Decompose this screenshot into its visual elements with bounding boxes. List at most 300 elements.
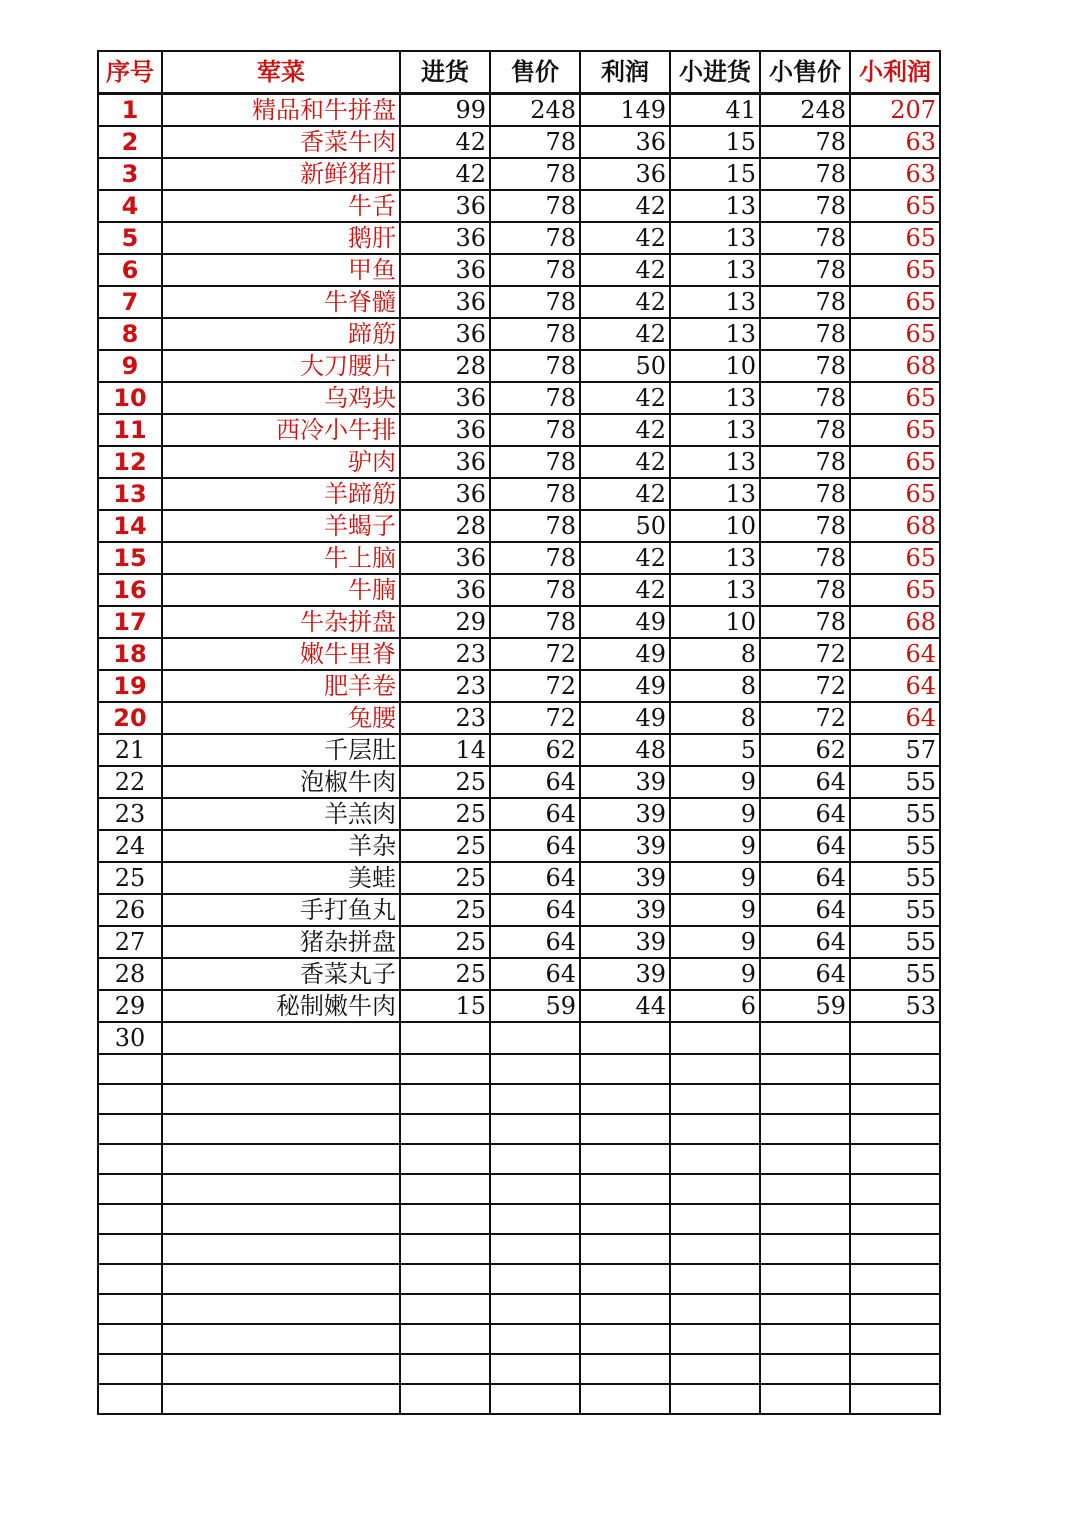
table-row (98, 286, 940, 318)
price-cell (490, 1234, 580, 1264)
dish-name-cell: 肥羊卷 (162, 670, 400, 702)
small-cost-cell: 9 (670, 766, 760, 798)
profit-cell: 39 (580, 766, 670, 798)
purchase-cost-cell (400, 1264, 490, 1294)
purchase-cost-cell: 25 (400, 830, 490, 862)
small-price-cell (760, 1084, 850, 1114)
header-dish: 荤菜 (162, 51, 400, 94)
small-cost-cell: 13 (670, 446, 760, 478)
dish-name-cell: 羊蹄筋 (162, 478, 400, 510)
small-cost-cell (670, 1174, 760, 1204)
small-price-cell (760, 1204, 850, 1234)
small-profit-cell: 64 (850, 670, 940, 702)
small-profit-cell: 65 (850, 574, 940, 606)
small-profit-cell: 55 (850, 862, 940, 894)
purchase-cost-cell (400, 1204, 490, 1234)
small-cost-cell: 9 (670, 830, 760, 862)
small-profit-cell: 65 (850, 382, 940, 414)
table-row (98, 766, 940, 798)
profit-cell (580, 1204, 670, 1234)
profit-cell: 36 (580, 158, 670, 190)
price-cell: 64 (490, 766, 580, 798)
table-row (98, 94, 940, 127)
price-cell (490, 1324, 580, 1354)
small-profit-cell: 55 (850, 926, 940, 958)
row-index-cell: 2 (98, 126, 162, 158)
table-row (98, 446, 940, 478)
small-profit-cell (850, 1324, 940, 1354)
profit-cell: 49 (580, 702, 670, 734)
small-price-cell: 72 (760, 638, 850, 670)
purchase-cost-cell (400, 1022, 490, 1054)
table-row (98, 1204, 940, 1234)
price-cell: 78 (490, 478, 580, 510)
small-cost-cell: 8 (670, 702, 760, 734)
profit-cell: 39 (580, 862, 670, 894)
table-row (98, 1084, 940, 1114)
purchase-cost-cell: 42 (400, 126, 490, 158)
small-cost-cell: 13 (670, 382, 760, 414)
dish-name-cell (162, 1054, 400, 1084)
small-price-cell: 78 (760, 414, 850, 446)
small-cost-cell: 10 (670, 606, 760, 638)
small-cost-cell: 8 (670, 670, 760, 702)
row-index-cell: 15 (98, 542, 162, 574)
price-cell (490, 1384, 580, 1414)
table-row (98, 830, 940, 862)
small-profit-cell: 65 (850, 254, 940, 286)
price-cell: 64 (490, 926, 580, 958)
purchase-cost-cell: 36 (400, 542, 490, 574)
table-row (98, 606, 940, 638)
price-cell (490, 1144, 580, 1174)
small-price-cell (760, 1022, 850, 1054)
row-index-cell: 28 (98, 958, 162, 990)
purchase-cost-cell (400, 1354, 490, 1384)
small-price-cell (760, 1294, 850, 1324)
profit-cell: 149 (580, 94, 670, 127)
dish-name-cell: 羊杂 (162, 830, 400, 862)
small-profit-cell: 63 (850, 158, 940, 190)
row-index-cell: 13 (98, 478, 162, 510)
small-price-cell (760, 1384, 850, 1414)
price-cell (490, 1022, 580, 1054)
table-row (98, 510, 940, 542)
small-price-cell: 78 (760, 126, 850, 158)
price-cell: 64 (490, 830, 580, 862)
small-profit-cell: 55 (850, 798, 940, 830)
profit-cell: 42 (580, 414, 670, 446)
price-cell: 78 (490, 606, 580, 638)
profit-cell: 48 (580, 734, 670, 766)
price-cell: 64 (490, 798, 580, 830)
header-row (98, 51, 940, 94)
profit-cell: 42 (580, 190, 670, 222)
profit-cell: 39 (580, 798, 670, 830)
row-index-cell: 9 (98, 350, 162, 382)
purchase-cost-cell (400, 1384, 490, 1414)
price-cell: 78 (490, 382, 580, 414)
dish-name-cell: 羊蝎子 (162, 510, 400, 542)
purchase-cost-cell: 23 (400, 702, 490, 734)
profit-cell: 49 (580, 638, 670, 670)
row-index-cell (98, 1084, 162, 1114)
purchase-cost-cell: 28 (400, 510, 490, 542)
price-cell: 64 (490, 862, 580, 894)
price-cell (490, 1084, 580, 1114)
row-index-cell: 30 (98, 1022, 162, 1054)
row-index-cell: 11 (98, 414, 162, 446)
purchase-cost-cell: 36 (400, 286, 490, 318)
small-price-cell: 64 (760, 766, 850, 798)
purchase-cost-cell: 36 (400, 190, 490, 222)
price-cell: 78 (490, 510, 580, 542)
row-index-cell (98, 1234, 162, 1264)
small-profit-cell (850, 1054, 940, 1084)
small-cost-cell: 9 (670, 798, 760, 830)
table-row (98, 1384, 940, 1414)
small-profit-cell: 65 (850, 414, 940, 446)
table-row (98, 862, 940, 894)
purchase-cost-cell (400, 1234, 490, 1264)
dish-name-cell: 牛脊髓 (162, 286, 400, 318)
purchase-cost-cell: 14 (400, 734, 490, 766)
price-cell (490, 1054, 580, 1084)
row-index-cell: 3 (98, 158, 162, 190)
row-index-cell (98, 1354, 162, 1384)
profit-cell (580, 1144, 670, 1174)
price-cell: 78 (490, 350, 580, 382)
small-cost-cell: 9 (670, 958, 760, 990)
small-profit-cell: 65 (850, 222, 940, 254)
row-index-cell: 5 (98, 222, 162, 254)
table-row (98, 254, 940, 286)
small-cost-cell: 13 (670, 414, 760, 446)
small-profit-cell (850, 1234, 940, 1264)
small-price-cell: 78 (760, 286, 850, 318)
row-index-cell: 25 (98, 862, 162, 894)
small-cost-cell (670, 1144, 760, 1174)
profit-cell: 49 (580, 606, 670, 638)
price-cell (490, 1174, 580, 1204)
small-profit-cell: 64 (850, 702, 940, 734)
small-price-cell (760, 1324, 850, 1354)
table-row (98, 318, 940, 350)
price-cell: 62 (490, 734, 580, 766)
small-cost-cell: 6 (670, 990, 760, 1022)
small-cost-cell: 13 (670, 574, 760, 606)
purchase-cost-cell: 36 (400, 574, 490, 606)
small-profit-cell (850, 1174, 940, 1204)
row-index-cell (98, 1114, 162, 1144)
table-row (98, 1354, 940, 1384)
purchase-cost-cell (400, 1054, 490, 1084)
purchase-cost-cell: 25 (400, 798, 490, 830)
small-price-cell: 78 (760, 318, 850, 350)
small-cost-cell: 13 (670, 318, 760, 350)
small-profit-cell: 65 (850, 478, 940, 510)
profit-cell (580, 1384, 670, 1414)
header-small-profit: 小利润 (850, 51, 940, 94)
small-profit-cell: 65 (850, 446, 940, 478)
profit-cell: 39 (580, 894, 670, 926)
small-cost-cell (670, 1324, 760, 1354)
price-cell: 78 (490, 254, 580, 286)
dish-name-cell (162, 1354, 400, 1384)
small-profit-cell (850, 1204, 940, 1234)
small-cost-cell (670, 1054, 760, 1084)
table-body (98, 94, 940, 1415)
table-row (98, 1264, 940, 1294)
small-cost-cell: 13 (670, 478, 760, 510)
small-profit-cell: 55 (850, 830, 940, 862)
row-index-cell (98, 1384, 162, 1414)
row-index-cell (98, 1144, 162, 1174)
table-row (98, 926, 940, 958)
small-price-cell: 64 (760, 798, 850, 830)
header-small-price: 小售价 (760, 51, 850, 94)
dish-name-cell: 牛上脑 (162, 542, 400, 574)
row-index-cell: 6 (98, 254, 162, 286)
small-profit-cell (850, 1084, 940, 1114)
price-cell: 78 (490, 574, 580, 606)
purchase-cost-cell: 29 (400, 606, 490, 638)
table-row (98, 1174, 940, 1204)
dish-name-cell: 牛腩 (162, 574, 400, 606)
small-price-cell: 78 (760, 190, 850, 222)
price-cell: 248 (490, 94, 580, 127)
row-index-cell: 20 (98, 702, 162, 734)
price-cell: 72 (490, 670, 580, 702)
dish-name-cell: 鹅肝 (162, 222, 400, 254)
table-row (98, 190, 940, 222)
small-cost-cell: 10 (670, 350, 760, 382)
profit-cell: 39 (580, 958, 670, 990)
dish-name-cell: 驴肉 (162, 446, 400, 478)
purchase-cost-cell (400, 1144, 490, 1174)
purchase-cost-cell: 25 (400, 766, 490, 798)
price-cell: 78 (490, 126, 580, 158)
row-index-cell: 26 (98, 894, 162, 926)
small-price-cell (760, 1354, 850, 1384)
small-price-cell: 78 (760, 254, 850, 286)
small-price-cell: 78 (760, 574, 850, 606)
row-index-cell: 23 (98, 798, 162, 830)
profit-cell: 42 (580, 478, 670, 510)
table-row (98, 958, 940, 990)
profit-cell: 50 (580, 350, 670, 382)
dish-name-cell: 乌鸡块 (162, 382, 400, 414)
row-index-cell (98, 1264, 162, 1294)
small-price-cell: 62 (760, 734, 850, 766)
profit-cell (580, 1114, 670, 1144)
profit-cell: 36 (580, 126, 670, 158)
profit-cell: 44 (580, 990, 670, 1022)
price-cell: 78 (490, 414, 580, 446)
purchase-cost-cell: 36 (400, 414, 490, 446)
small-price-cell: 64 (760, 830, 850, 862)
dish-name-cell (162, 1204, 400, 1234)
small-profit-cell: 68 (850, 510, 940, 542)
row-index-cell: 12 (98, 446, 162, 478)
row-index-cell (98, 1324, 162, 1354)
small-price-cell: 72 (760, 702, 850, 734)
dish-name-cell (162, 1264, 400, 1294)
small-cost-cell: 15 (670, 126, 760, 158)
purchase-cost-cell: 23 (400, 670, 490, 702)
dish-name-cell: 猪杂拼盘 (162, 926, 400, 958)
price-cell (490, 1114, 580, 1144)
table-row (98, 734, 940, 766)
dish-name-cell: 千层肚 (162, 734, 400, 766)
dish-name-cell: 嫩牛里脊 (162, 638, 400, 670)
row-index-cell: 10 (98, 382, 162, 414)
small-cost-cell (670, 1384, 760, 1414)
dish-name-cell: 兔腰 (162, 702, 400, 734)
purchase-cost-cell: 36 (400, 478, 490, 510)
small-profit-cell: 65 (850, 542, 940, 574)
table-row (98, 126, 940, 158)
table-row (98, 542, 940, 574)
dish-name-cell: 香菜丸子 (162, 958, 400, 990)
table-row (98, 1022, 940, 1054)
row-index-cell: 22 (98, 766, 162, 798)
header-price: 售价 (490, 51, 580, 94)
table-row (98, 1054, 940, 1084)
small-cost-cell (670, 1022, 760, 1054)
price-cell: 78 (490, 158, 580, 190)
small-cost-cell: 41 (670, 94, 760, 127)
row-index-cell (98, 1204, 162, 1234)
dish-name-cell: 西冷小牛排 (162, 414, 400, 446)
small-cost-cell (670, 1294, 760, 1324)
small-price-cell: 64 (760, 862, 850, 894)
profit-cell (580, 1084, 670, 1114)
row-index-cell: 1 (98, 94, 162, 127)
dish-name-cell: 秘制嫩牛肉 (162, 990, 400, 1022)
dish-name-cell (162, 1144, 400, 1174)
small-profit-cell: 53 (850, 990, 940, 1022)
small-price-cell: 78 (760, 478, 850, 510)
small-profit-cell: 65 (850, 286, 940, 318)
dish-name-cell: 精品和牛拼盘 (162, 94, 400, 127)
small-cost-cell (670, 1084, 760, 1114)
small-price-cell: 78 (760, 606, 850, 638)
small-price-cell: 78 (760, 158, 850, 190)
small-profit-cell: 65 (850, 318, 940, 350)
small-profit-cell (850, 1264, 940, 1294)
dish-name-cell: 新鲜猪肝 (162, 158, 400, 190)
small-profit-cell (850, 1114, 940, 1144)
small-profit-cell (850, 1294, 940, 1324)
price-cell: 78 (490, 446, 580, 478)
table-row (98, 1144, 940, 1174)
small-cost-cell: 13 (670, 254, 760, 286)
small-price-cell (760, 1144, 850, 1174)
profit-cell: 42 (580, 286, 670, 318)
small-price-cell: 78 (760, 542, 850, 574)
purchase-cost-cell (400, 1174, 490, 1204)
small-cost-cell (670, 1264, 760, 1294)
row-index-cell: 16 (98, 574, 162, 606)
dish-name-cell: 手打鱼丸 (162, 894, 400, 926)
row-index-cell: 17 (98, 606, 162, 638)
profit-cell: 42 (580, 254, 670, 286)
dish-name-cell (162, 1294, 400, 1324)
price-cell: 78 (490, 542, 580, 574)
purchase-cost-cell: 25 (400, 926, 490, 958)
table-row (98, 382, 940, 414)
small-cost-cell: 8 (670, 638, 760, 670)
dish-name-cell (162, 1324, 400, 1354)
small-price-cell: 78 (760, 510, 850, 542)
table-row (98, 1294, 940, 1324)
dish-name-cell: 牛杂拼盘 (162, 606, 400, 638)
menu-profit-table (97, 50, 941, 1415)
small-cost-cell: 13 (670, 222, 760, 254)
purchase-cost-cell (400, 1114, 490, 1144)
small-price-cell (760, 1054, 850, 1084)
table-row (98, 798, 940, 830)
table-row (98, 414, 940, 446)
small-cost-cell (670, 1354, 760, 1384)
small-price-cell: 78 (760, 350, 850, 382)
row-index-cell: 21 (98, 734, 162, 766)
small-price-cell (760, 1114, 850, 1144)
profit-cell: 39 (580, 926, 670, 958)
dish-name-cell (162, 1114, 400, 1144)
header-small-cost: 小进货 (670, 51, 760, 94)
dish-name-cell (162, 1234, 400, 1264)
price-cell: 59 (490, 990, 580, 1022)
profit-cell (580, 1354, 670, 1384)
small-price-cell (760, 1174, 850, 1204)
small-price-cell: 64 (760, 894, 850, 926)
small-price-cell: 72 (760, 670, 850, 702)
small-cost-cell: 10 (670, 510, 760, 542)
purchase-cost-cell: 36 (400, 382, 490, 414)
small-profit-cell: 55 (850, 958, 940, 990)
table-row (98, 574, 940, 606)
table-row (98, 1324, 940, 1354)
row-index-cell (98, 1294, 162, 1324)
dish-name-cell: 泡椒牛肉 (162, 766, 400, 798)
small-profit-cell: 68 (850, 350, 940, 382)
small-cost-cell: 15 (670, 158, 760, 190)
small-profit-cell: 207 (850, 94, 940, 127)
profit-cell: 42 (580, 542, 670, 574)
small-price-cell: 78 (760, 382, 850, 414)
small-cost-cell (670, 1114, 760, 1144)
profit-cell (580, 1022, 670, 1054)
price-cell: 72 (490, 702, 580, 734)
table-row (98, 638, 940, 670)
profit-cell: 42 (580, 318, 670, 350)
dish-name-cell (162, 1022, 400, 1054)
profit-cell: 42 (580, 574, 670, 606)
small-profit-cell: 63 (850, 126, 940, 158)
small-profit-cell: 64 (850, 638, 940, 670)
price-cell: 72 (490, 638, 580, 670)
header-index: 序号 (98, 51, 162, 94)
profit-cell: 50 (580, 510, 670, 542)
table-row (98, 158, 940, 190)
small-cost-cell: 5 (670, 734, 760, 766)
small-cost-cell: 9 (670, 862, 760, 894)
purchase-cost-cell (400, 1324, 490, 1354)
table-row (98, 894, 940, 926)
table-row (98, 670, 940, 702)
